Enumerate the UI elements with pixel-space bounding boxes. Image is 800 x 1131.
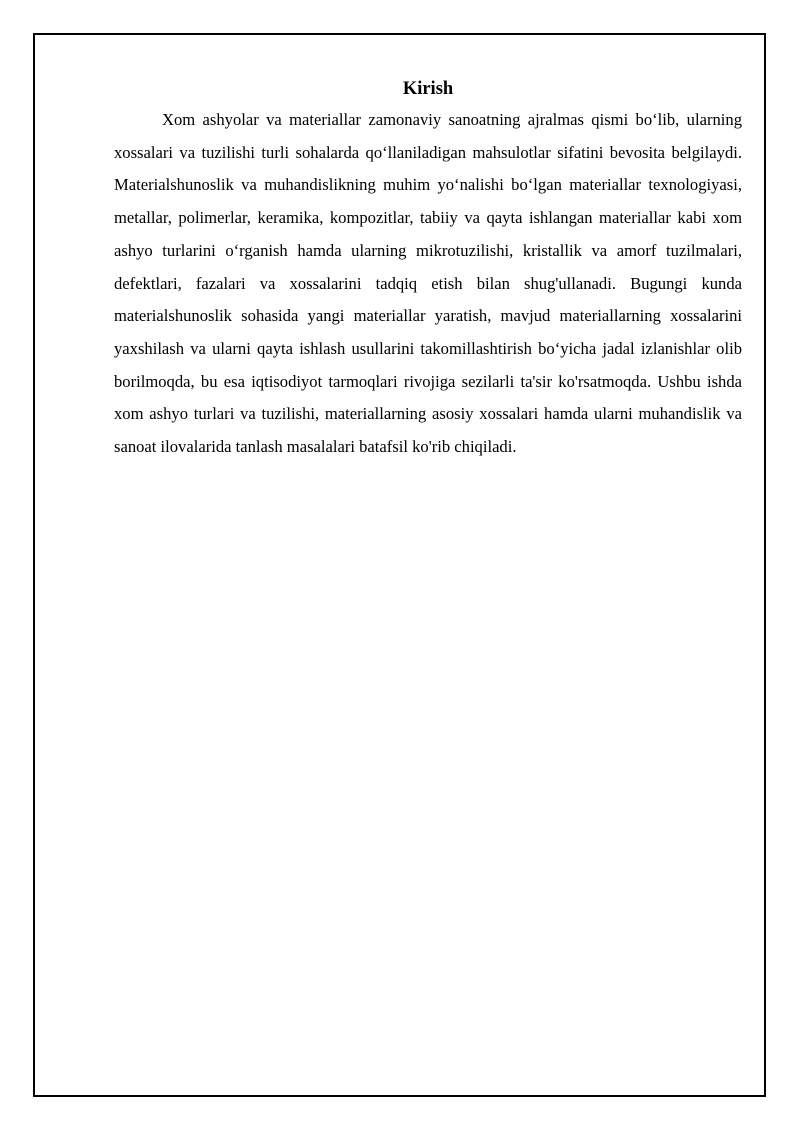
section-heading: Kirish bbox=[402, 79, 454, 99]
document-body bbox=[114, 76, 742, 464]
intro-paragraph: Xom ashyolar va materiallar zamonaviy sanoatning ajralmas qismi bo‘lib, ularning xossalari va tuzilishi turli sohalarda qo‘llaniladigan mahsulotlar sifatini bevosita belgilaydi. Materialshunoslik va muhandislikning muhim yo‘nalishi bo‘lgan materiallar texnologiyasi, metallar, polimerlar, keramika, kompozitlar, tabiiy va qayta ishlangan materiallar kabi xom ashyo turlarini o‘rganish hamda ularning mikrotuzilishi, kristallik va amorf tuzilmalari, defektlari, fazalari va xossalarini tadqiq etish bilan shug'ullanadi. Bugungi kunda materialshunoslik sohasida yangi materiallar yaratish, mavjud materiallarning xossalarini yaxshilash va ularni qayta ishlash usullarini takomillashtirish bo‘yicha jadal izlanishlar olib borilmoqda, bu esa iqtisodiyot tarmoqlari rivojiga sezilarli ta'sir ko'rsatmoqda. Ushbu ishda xom ashyo turlari va tuzilishi, materiallarning asosiy xossalari hamda ularni muhandislik va sanoat ilovalarida tanlash masalalari batafsil ko'rib chiqiladi. bbox=[114, 110, 742, 457]
